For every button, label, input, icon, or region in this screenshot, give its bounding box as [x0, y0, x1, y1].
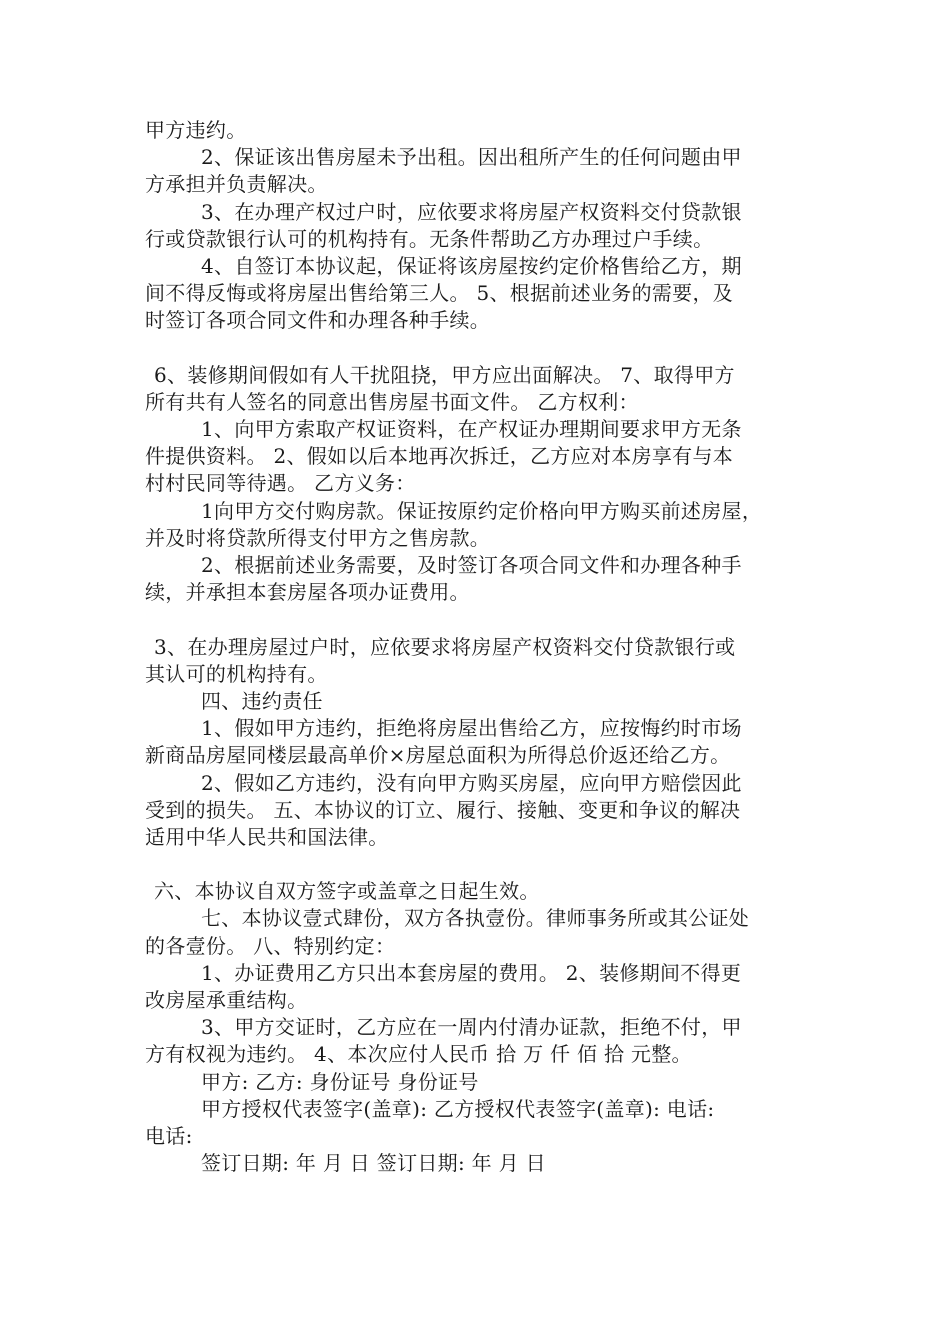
signature-representatives: 甲方授权代表签字(盖章): 乙方授权代表签字(盖章): 电话: [201, 1096, 715, 1121]
blank-line [145, 335, 810, 362]
text-line: 1、向甲方索取产权证资料，在产权证办理期间要求甲方无条 [201, 417, 742, 442]
text-line: 件提供资料。 2、假如以后本地再次拆迁，乙方应对本房享有与本 [145, 444, 734, 469]
text-line: 2、保证该出售房屋未予出租。因出租所产生的任何问题由甲 [201, 145, 742, 170]
text-line: 改房屋承重结构。 [145, 988, 308, 1012]
text-line: 六、本协议自双方签字或盖章之日起生效。 [154, 879, 540, 904]
text-line: 1、办证费用乙方只出本套房屋的费用。 2、装修期间不得更 [201, 960, 742, 985]
signing-date: 签订日期: 年 月 日 签订日期: 年 月 日 [201, 1151, 546, 1176]
text-line: 所有共有人签名的同意出售房屋书面文件。 乙方权利： [145, 389, 639, 414]
signature-parties: 甲方: 乙方: 身份证号 身份证号 [201, 1069, 479, 1094]
phone-label: 电话: [145, 1123, 193, 1148]
blank-line [145, 606, 810, 633]
text-line: 的各壹份。 八、特别约定： [145, 933, 396, 958]
text-line: 时签订各项合同文件和办理各种手续。 [145, 308, 491, 333]
text-line: 4、自签订本协议起，保证将该房屋按约定价格售给乙方，期 [201, 253, 742, 278]
contract-body [145, 117, 810, 1177]
text-line: 适用中华人民共和国法律。 [145, 824, 389, 849]
text-line: 其认可的机构持有。 [145, 661, 328, 686]
section-heading: 四、违约责任 [201, 688, 323, 713]
text-line: 方承担并负责解决。 [145, 172, 328, 197]
text-line: 新商品房屋同楼层最高单价×房屋总面积为所得总价返还给乙方。 [145, 743, 731, 768]
text-line: 1、假如甲方违约，拒绝将房屋出售给乙方，应按悔约时市场 [201, 716, 742, 741]
text-line: 2、根据前述业务需要，及时签订各项合同文件和办理各种手 [201, 553, 742, 577]
text-line: 甲方违约。 [145, 118, 247, 142]
text-line: 方有权视为违约。 4、本次应付人民币 拾 万 仟 佰 拾 元整。 [145, 1042, 692, 1067]
text-line: 1向甲方交付购房款。保证按原约定价格向甲方购买前述房屋， [201, 498, 763, 523]
text-line: 3、在办理产权过户时，应依要求将房屋产权资料交付贷款银 [201, 199, 742, 224]
text-line: 3、甲方交证时，乙方应在一周内付清办证款，拒绝不付，甲 [201, 1015, 742, 1040]
text-line: 2、假如乙方违约，没有向甲方购买房屋，应向甲方赔偿因此 [201, 770, 742, 795]
text-line: 6、装修期间假如有人干扰阻挠，甲方应出面解决。 7、取得甲方 [154, 362, 735, 387]
text-line: 村村民同等待遇。 乙方义务： [145, 471, 416, 496]
text-line: 并及时将贷款所得支付甲方之售房款。 [145, 525, 491, 550]
blank-line [145, 851, 810, 878]
text-line: 续，并承担本套房屋各项办证费用。 [145, 580, 470, 605]
text-line: 七、本协议壹式肆份，双方各执壹份。律师事务所或其公证处 [201, 906, 750, 931]
text-line: 行或贷款银行认可的机构持有。无条件帮助乙方办理过户手续。 [145, 226, 714, 251]
text-line: 3、在办理房屋过户时，应依要求将房屋产权资料交付贷款银行或 [154, 634, 736, 659]
text-line: 受到的损失。 五、本协议的订立、履行、接触、变更和争议的解决 [145, 797, 741, 822]
text-line: 间不得反悔或将房屋出售给第三人。 5、根据前述业务的需要，及 [145, 281, 734, 306]
